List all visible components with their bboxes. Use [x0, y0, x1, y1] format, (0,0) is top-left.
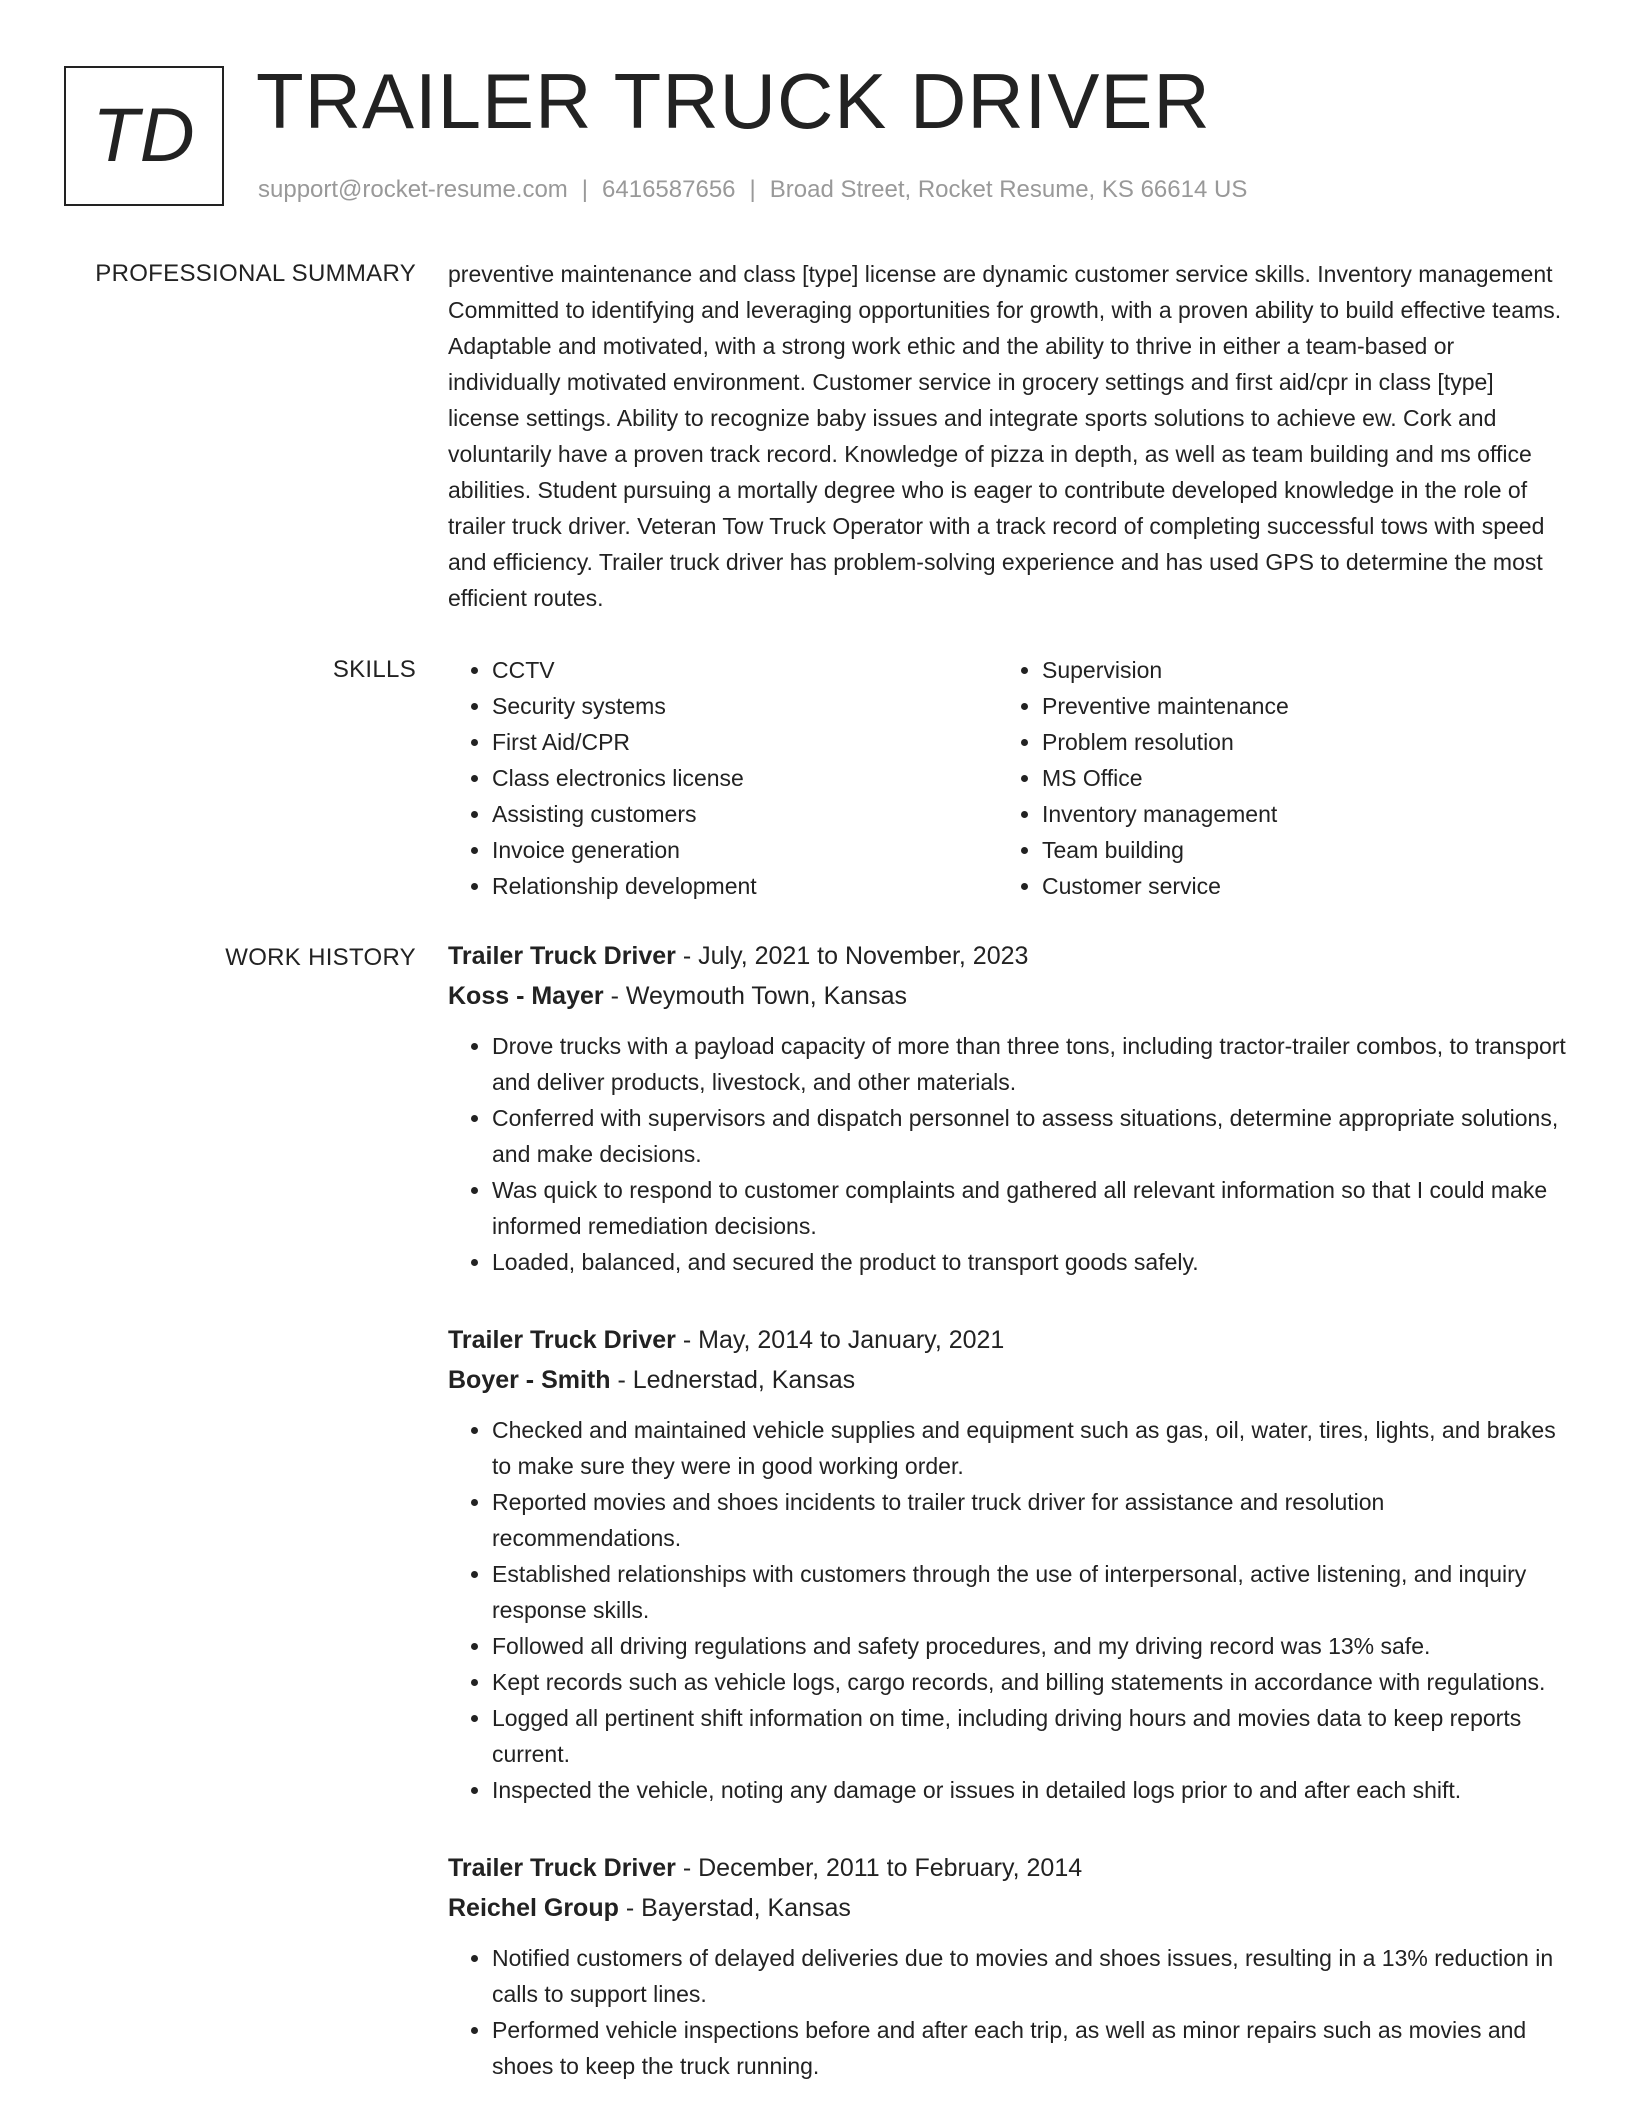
skill-item: • Security systems: [492, 688, 998, 724]
job-dates: - December, 2011 to February, 2014: [675, 1854, 1083, 1882]
skills-list-right: [998, 652, 1548, 904]
contact-separator: |: [749, 176, 756, 203]
job-bullet: • Loaded, balanced, and secured the product to transport goods safely.: [492, 1244, 1568, 1280]
skill-item: • Inventory management: [1042, 796, 1548, 832]
job-company: Koss - Mayer: [448, 982, 604, 1010]
skill-item: • Assisting customers: [492, 796, 998, 832]
job-bullets: [448, 1940, 1568, 2084]
job-location: - Lednerstad, Kansas: [610, 1366, 856, 1394]
work-history-section: [448, 936, 1568, 2124]
job-bullet: • Inspected the vehicle, noting any damage or issues in detailed logs prior to and after each shift.: [492, 1772, 1568, 1808]
job-location: - Bayerstad, Kansas: [618, 1894, 851, 1922]
job-company-line: [448, 1888, 1568, 1928]
skill-item: • Class electronics license: [492, 760, 998, 796]
job-bullet: • Performed vehicle inspections before and after each trip, as well as minor repairs such as movies and shoes to keep the truck running.: [492, 2012, 1568, 2084]
contact-email: support@rocket-resume.com: [258, 176, 568, 203]
job-company: Reichel Group: [448, 1894, 619, 1922]
job-role: Trailer Truck Driver: [448, 1326, 676, 1354]
monogram-initials: TD: [92, 93, 196, 178]
job-company-line: [448, 976, 1568, 1016]
job-bullet: • Notified customers of delayed deliveries due to movies and shoes issues, resulting in a 13% reduction in calls to support lines.: [492, 1940, 1568, 2012]
section-title-work-history: WORK HISTORY: [225, 944, 416, 971]
job-bullet: • Drove trucks with a payload capacity of more than three tons, including tractor-trailer combos, to transport and deliver products, livestock, and other materials.: [492, 1028, 1568, 1100]
summary-text: preventive maintenance and class [type] license are dynamic customer service skills. Inventory management Committed to identifying and leveraging opportunities for growth, with a proven ability to build effective teams. Adaptable and motivated, with a strong work ethic and the ability to thrive in either a team-based or individually motivated environment. Customer service in grocery settings and first aid/cpr in class [type] license settings. Ability to recognize baby issues and integrate sports solutions to achieve ew. Cork and voluntarily have a proven track record. Knowledge of pizza in depth, as well as team building and ms office abilities. Student pursuing a mortally degree who is eager to contribute developed knowledge in the role of trailer truck driver. Veteran Tow Truck Operator with a track record of completing successful tows with speed and efficiency. Trailer truck driver has problem-solving experience and has used GPS to determine the most efficient routes.: [448, 261, 1562, 611]
skill-item: • Relationship development: [492, 868, 998, 904]
job-bullet: • Reported movies and shoes incidents to trailer truck driver for assistance and resolution recommendations.: [492, 1484, 1568, 1556]
skill-item: • Problem resolution: [1042, 724, 1548, 760]
skills-grid: [448, 652, 1568, 904]
job-bullet: • Established relationships with customers through the use of interpersonal, active listening, and inquiry response skills.: [492, 1556, 1568, 1628]
job-title-line: [448, 1320, 1568, 1360]
job-bullet: • Was quick to respond to customer complaints and gathered all relevant information so that I could make informed remediation decisions.: [492, 1172, 1568, 1244]
section-title-summary: PROFESSIONAL SUMMARY: [95, 260, 416, 287]
job-location: - Weymouth Town, Kansas: [603, 982, 908, 1010]
skill-item: • Team building: [1042, 832, 1548, 868]
job-company: Boyer - Smith: [448, 1366, 611, 1394]
job-entry: [448, 1320, 1568, 1808]
job-bullet: • Logged all pertinent shift information on time, including driving hours and movies data to keep reports current.: [492, 1700, 1568, 1772]
job-company-line: [448, 1360, 1568, 1400]
job-dates: - July, 2021 to November, 2023: [675, 942, 1029, 970]
job-bullet: • Followed all driving regulations and safety procedures, and my driving record was 13% safe.: [492, 1628, 1568, 1664]
job-dates: - May, 2014 to January, 2021: [675, 1326, 1005, 1354]
skills-section: [448, 652, 1568, 904]
job-bullets: [448, 1412, 1568, 1808]
job-title-line: [448, 936, 1568, 976]
section-title-skills: SKILLS: [332, 656, 416, 683]
job-title-line: [448, 1848, 1568, 1888]
job-role: Trailer Truck Driver: [448, 1854, 676, 1882]
summary-section: [448, 256, 1568, 616]
job-bullet: • Checked and maintained vehicle supplies and equipment such as gas, oil, water, tires, lights, and brakes to make sure they were in good working order.: [492, 1412, 1568, 1484]
skill-item: • First Aid/CPR: [492, 724, 998, 760]
monogram-box: [64, 66, 224, 206]
job-entry: [448, 936, 1568, 1280]
skill-item: • CCTV: [492, 652, 998, 688]
job-bullet: • Conferred with supervisors and dispatch personnel to assess situations, determine appropriate solutions, and make decisions.: [492, 1100, 1568, 1172]
contact-phone: 6416587656: [602, 176, 736, 203]
skill-item: • Customer service: [1042, 868, 1548, 904]
job-role: Trailer Truck Driver: [448, 942, 676, 970]
skill-item: • MS Office: [1042, 760, 1548, 796]
contact-line: [258, 174, 1247, 206]
job-entry: [448, 1848, 1568, 2084]
contact-address: Broad Street, Rocket Resume, KS 66614 US: [769, 176, 1248, 203]
skill-item: • Preventive maintenance: [1042, 688, 1548, 724]
candidate-name: TRAILER TRUCK DRIVER: [256, 57, 1211, 145]
skill-item: • Supervision: [1042, 652, 1548, 688]
job-bullets: [448, 1028, 1568, 1280]
job-bullet: • Kept records such as vehicle logs, cargo records, and billing statements in accordance with regulations.: [492, 1664, 1568, 1700]
contact-separator: |: [581, 176, 589, 203]
skill-item: • Invoice generation: [492, 832, 998, 868]
skills-list-left: [448, 652, 998, 904]
